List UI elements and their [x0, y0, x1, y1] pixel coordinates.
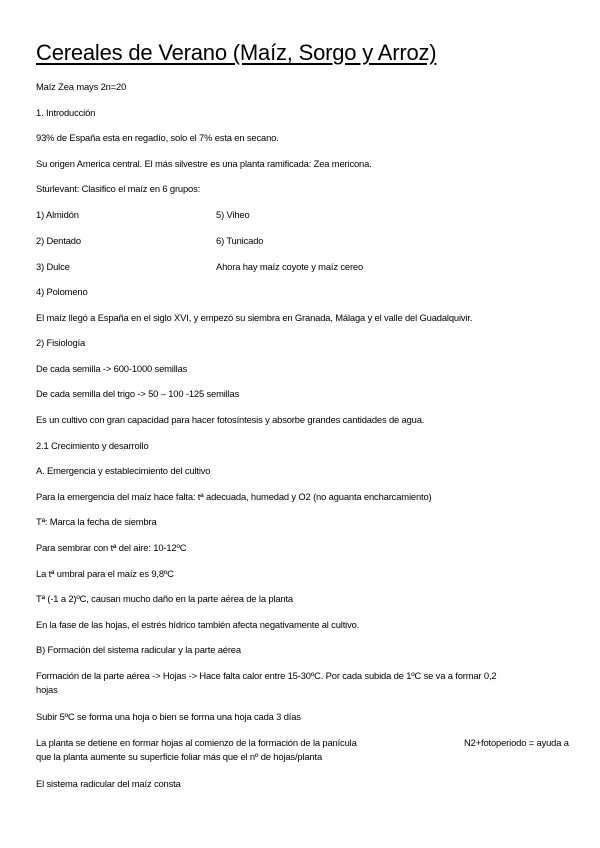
heading-formacion: B) Formación del sistema radicular y la parte aérea: [36, 644, 241, 655]
paragraph-fotoperiodo: N2+fotoperiodo = ayuda a: [464, 737, 569, 748]
paragraph-origen: Su origen America central. El más silvestre es una planta ramificada: Zea mericona.: [36, 158, 372, 169]
grupo-2: 2) Dentado: [36, 235, 81, 246]
paragraph-estres: En la fase de las hojas, el estrés hídrico también afecta negativamente al cultivo.: [36, 619, 360, 630]
paragraph-sturlevant: Sturlevant: Clasifico el maíz en 6 grupos:: [36, 183, 201, 194]
paragraph-superficie: que la planta aumente su superficie foliar más que el nº de hojas/planta: [36, 751, 323, 762]
grupo-row-1: [36, 208, 250, 222]
paragraph-subir: Subir 5ºC se forma una hoja o bien se forma una hoja cada 3 días: [36, 711, 301, 722]
paragraph-fotosintesis: Es un cultivo con gran capacidad para hacer fotosíntesis y absorbe grandes cantidades de agua.: [36, 414, 425, 425]
grupo-1: 1) Almidón: [36, 209, 79, 220]
grupo-6: 6) Tunicado: [216, 235, 264, 246]
heading-fisiologia: 2) Fisiología: [36, 337, 86, 348]
paragraph-parte-aerea: Formación de la parte aérea -> Hojas -> Hace falta calor entre 15-30ºC. Por cada subida de 1ºC se va a formar 0,2: [36, 670, 497, 681]
heading-crecimiento: 2.1 Crecimiento y desarrollo: [36, 440, 149, 451]
paragraph-dano: Tª (-1 a 2)ºC, causan mucho daño en la parte aérea de la planta: [36, 593, 293, 604]
grupo-note: Ahora hay maíz coyote y maíz cereo: [216, 261, 364, 272]
paragraph-umbral: La tª umbral para el maíz es 9,8ºC: [36, 568, 174, 579]
paragraph-radicular: El sistema radicular del maíz consta: [36, 778, 181, 789]
document-title: Cereales de Verano (Maíz, Sorgo y Arroz): [36, 40, 437, 65]
paragraph-emergencia: Para la emergencia del maíz hace falta: tª adecuada, humedad y O2 (no aguanta encharcamiento): [36, 491, 432, 502]
paragraph-fecha-siembra: Tª: Marca la fecha de siembra: [36, 516, 157, 527]
grupo-5: 5) Viheo: [216, 209, 250, 220]
paragraph-llegada: El maíz llegó a España en el siglo XVI, y empezó su siembra en Granada, Málaga y el valle del Guadalquivir.: [36, 312, 473, 323]
paragraph-trigo: De cada semilla del trigo -> 50 – 100 -125 semillas: [36, 388, 240, 399]
paragraph-tª-aire: Para sembrar con tª del aire: 10-12ºC: [36, 542, 187, 553]
grupo-row-2: [36, 234, 264, 248]
paragraph-regadio: 93% de España esta en regadío, solo el 7% esta en secano.: [36, 132, 279, 143]
heading-emergencia: A. Emergencia y establecimiento del cultivo: [36, 465, 211, 476]
heading-introduccion: 1. Introducción: [36, 107, 96, 118]
grupo-4: 4) Polomeno: [36, 286, 88, 297]
paragraph-parte-aerea-cont: hojas: [36, 684, 58, 695]
paragraph-species: Maíz Zea mays 2n=20: [36, 81, 127, 92]
grupo-row-3: [36, 260, 364, 274]
paragraph-semilla: De cada semilla -> 600-1000 semillas: [36, 363, 188, 374]
paragraph-panicula: [36, 736, 569, 750]
grupo-3: 3) Dulce: [36, 261, 70, 272]
paragraph-panicula-text: La planta se detiene en formar hojas al comienzo de la formación de la panícula: [36, 737, 357, 748]
